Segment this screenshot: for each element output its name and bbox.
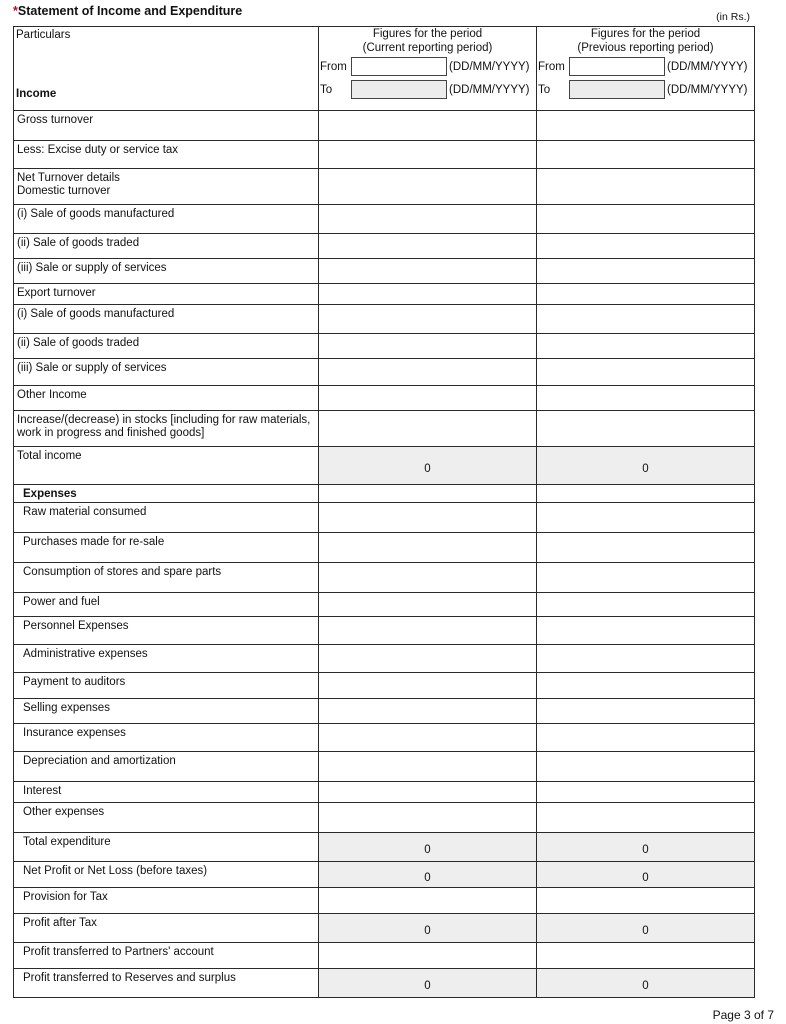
current-to-date-input[interactable]: [351, 80, 447, 99]
table-row: [14, 533, 755, 563]
table-row: [14, 782, 755, 803]
current-value-cell[interactable]: [319, 943, 537, 969]
previous-from-row: [537, 55, 754, 78]
row-label: Net Turnover details Domestic turnover: [14, 169, 319, 205]
previous-value-cell[interactable]: [537, 305, 755, 334]
table-row: [14, 205, 755, 234]
page-number: Page 3 of 7: [712, 1008, 774, 1022]
previous-value-cell[interactable]: [537, 359, 755, 386]
previous-value-cell[interactable]: [537, 205, 755, 234]
previous-value-cell[interactable]: [537, 699, 755, 724]
row-label: Insurance expenses: [14, 724, 319, 752]
current-value-cell[interactable]: [319, 803, 537, 833]
current-from-label: From: [320, 60, 347, 73]
table-row: [14, 485, 755, 503]
form-title: [13, 4, 242, 18]
current-value-cell[interactable]: [319, 673, 537, 699]
row-label: (iii) Sale or supply of services: [14, 359, 319, 386]
income-heading: Income: [16, 88, 57, 100]
previous-value-cell[interactable]: [537, 593, 755, 617]
table-row: [14, 169, 755, 205]
row-label: Gross turnover: [14, 111, 319, 141]
table-row: [14, 943, 755, 969]
previous-value-cell: 0: [537, 914, 755, 943]
row-label: Net Profit or Net Loss (before taxes): [14, 862, 319, 888]
previous-from-format: (DD/MM/YYYY): [667, 60, 748, 73]
table-row: [14, 284, 755, 305]
particulars-header-cell: [14, 27, 319, 111]
table-row: [14, 111, 755, 141]
current-value-cell[interactable]: [319, 752, 537, 782]
row-label: Selling expenses: [14, 699, 319, 724]
table-row: [14, 724, 755, 752]
row-label: Consumption of stores and spare parts: [14, 563, 319, 593]
current-value-cell[interactable]: [319, 563, 537, 593]
table-row: [14, 141, 755, 169]
previous-value-cell[interactable]: [537, 334, 755, 359]
previous-from-label: From: [538, 60, 565, 73]
current-from-row: [319, 55, 536, 78]
row-label: Personnel Expenses: [14, 617, 319, 645]
form-title-text: Statement of Income and Expenditure: [17, 4, 243, 18]
table-row: [14, 617, 755, 645]
table-row: [14, 914, 755, 943]
current-value-cell[interactable]: [319, 205, 537, 234]
previous-value-cell[interactable]: [537, 284, 755, 305]
table-row: [14, 563, 755, 593]
row-label: Total income: [14, 447, 319, 485]
table-row: [14, 411, 755, 447]
previous-value-cell[interactable]: [537, 943, 755, 969]
row-label: (ii) Sale of goods traded: [14, 334, 319, 359]
row-label: Interest: [14, 782, 319, 803]
previous-value-cell[interactable]: [537, 724, 755, 752]
current-value-cell: 0: [319, 862, 537, 888]
table-row: [14, 645, 755, 673]
current-value-cell[interactable]: [319, 111, 537, 141]
current-value-cell[interactable]: [319, 305, 537, 334]
previous-value-cell[interactable]: [537, 645, 755, 673]
previous-value-cell[interactable]: [537, 111, 755, 141]
previous-value-cell[interactable]: [537, 888, 755, 914]
row-label: Administrative expenses: [14, 645, 319, 673]
current-value-cell[interactable]: [319, 386, 537, 411]
table-row: [14, 803, 755, 833]
current-value-cell: 0: [319, 833, 537, 862]
row-label: Profit after Tax: [14, 914, 319, 943]
current-value-cell: 0: [319, 969, 537, 998]
row-label: Payment to auditors: [14, 673, 319, 699]
current-value-cell[interactable]: [319, 593, 537, 617]
table-row: [14, 673, 755, 699]
unit-label: (in Rs.): [716, 11, 750, 23]
table-header-row: [14, 27, 755, 111]
previous-value-cell[interactable]: [537, 169, 755, 205]
table-row: [14, 305, 755, 334]
row-label: Profit transferred to Reserves and surplus: [14, 969, 319, 998]
previous-value-cell: 0: [537, 447, 755, 485]
current-value-cell[interactable]: [319, 169, 537, 205]
previous-value-cell[interactable]: [537, 386, 755, 411]
row-label: Purchases made for re-sale: [14, 533, 319, 563]
current-period-title: Figures for the period: [372, 28, 483, 40]
previous-value-cell: 0: [537, 862, 755, 888]
row-label: Increase/(decrease) in stocks [including for raw materials, work in progress and finished goods]: [14, 411, 319, 447]
previous-to-format: (DD/MM/YYYY): [667, 83, 748, 96]
current-value-cell: 0: [319, 447, 537, 485]
required-marker: *: [13, 4, 18, 18]
previous-value-cell[interactable]: [537, 259, 755, 284]
table-row: [14, 334, 755, 359]
current-period-header: [319, 27, 537, 111]
row-label: (iii) Sale or supply of services: [14, 259, 319, 284]
row-label: (i) Sale of goods manufactured: [14, 205, 319, 234]
table-row: [14, 833, 755, 862]
previous-value-cell[interactable]: [537, 533, 755, 563]
current-value-cell[interactable]: [319, 724, 537, 752]
previous-value-cell[interactable]: [537, 411, 755, 447]
row-label: (ii) Sale of goods traded: [14, 234, 319, 259]
previous-to-label: To: [538, 83, 551, 96]
row-label: Expenses: [14, 485, 319, 503]
current-value-cell[interactable]: [319, 284, 537, 305]
row-label: Depreciation and amortization: [14, 752, 319, 782]
table-row: [14, 386, 755, 411]
current-value-cell[interactable]: [319, 533, 537, 563]
current-value-cell[interactable]: [319, 645, 537, 673]
table-row: [14, 259, 755, 284]
current-value-cell[interactable]: [319, 359, 537, 386]
previous-value-cell[interactable]: [537, 234, 755, 259]
current-value-cell[interactable]: [319, 888, 537, 914]
row-label: Power and fuel: [14, 593, 319, 617]
row-label: (i) Sale of goods manufactured: [14, 305, 319, 334]
table-row: [14, 234, 755, 259]
table-row: [14, 699, 755, 724]
previous-value-cell[interactable]: [537, 485, 755, 503]
previous-value-cell[interactable]: [537, 673, 755, 699]
current-value-cell[interactable]: [319, 617, 537, 645]
table-row: [14, 447, 755, 485]
current-to-row: [319, 78, 536, 101]
row-label: Profit transferred to Partners' account: [14, 943, 319, 969]
current-value-cell[interactable]: [319, 503, 537, 533]
table-row: [14, 862, 755, 888]
row-label: Other Income: [14, 386, 319, 411]
current-value-cell[interactable]: [319, 141, 537, 169]
table-row: [14, 752, 755, 782]
previous-period-title: Figures for the period: [590, 28, 701, 40]
current-value-cell[interactable]: [319, 334, 537, 359]
current-from-date-input[interactable]: [351, 57, 447, 76]
current-to-label: To: [320, 83, 333, 96]
current-value-cell[interactable]: [319, 259, 537, 284]
previous-value-cell[interactable]: [537, 752, 755, 782]
previous-value-cell: 0: [537, 969, 755, 998]
row-label: Other expenses: [14, 803, 319, 833]
row-label: Less: Excise duty or service tax: [14, 141, 319, 169]
table-row: [14, 593, 755, 617]
current-value-cell[interactable]: [319, 699, 537, 724]
previous-value-cell[interactable]: [537, 803, 755, 833]
previous-from-date-input[interactable]: [569, 57, 665, 76]
previous-to-date-input[interactable]: [569, 80, 665, 99]
previous-value-cell[interactable]: [537, 503, 755, 533]
row-label: Export turnover: [14, 284, 319, 305]
row-label: Raw material consumed: [14, 503, 319, 533]
row-label: Total expenditure: [14, 833, 319, 862]
table-row: [14, 888, 755, 914]
current-to-format: (DD/MM/YYYY): [449, 83, 530, 96]
particulars-header: Particulars: [16, 29, 71, 41]
income-statement-table: [13, 26, 755, 998]
previous-value-cell[interactable]: [537, 617, 755, 645]
previous-value-cell: 0: [537, 833, 755, 862]
row-label: Provision for Tax: [14, 888, 319, 914]
current-value-cell[interactable]: [319, 782, 537, 803]
previous-value-cell[interactable]: [537, 141, 755, 169]
current-period-subtitle: (Current reporting period): [362, 42, 493, 54]
current-value-cell[interactable]: [319, 411, 537, 447]
previous-value-cell[interactable]: [537, 563, 755, 593]
table-row: [14, 969, 755, 998]
previous-value-cell[interactable]: [537, 782, 755, 803]
current-value-cell: 0: [319, 914, 537, 943]
table-row: [14, 503, 755, 533]
previous-to-row: [537, 78, 754, 101]
current-value-cell[interactable]: [319, 485, 537, 503]
current-from-format: (DD/MM/YYYY): [449, 60, 530, 73]
previous-period-header: [537, 27, 755, 111]
table-row: [14, 359, 755, 386]
previous-period-subtitle: (Previous reporting period): [577, 42, 714, 54]
current-value-cell[interactable]: [319, 234, 537, 259]
